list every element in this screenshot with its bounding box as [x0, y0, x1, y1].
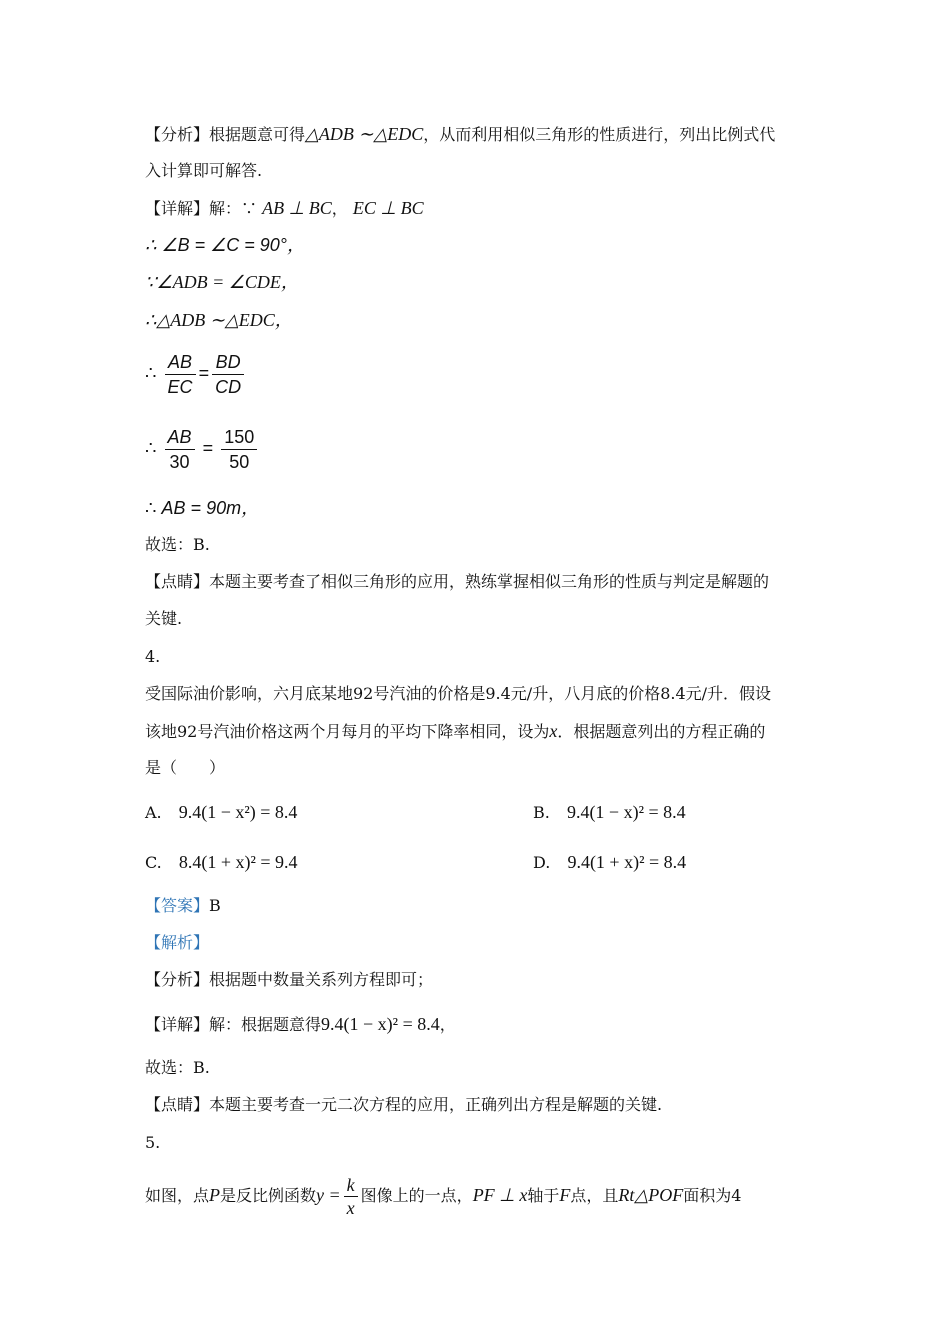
- option-a-expr: 9.4(1 − x²) = 8.4: [178, 802, 298, 822]
- result-line: ∴ AB = 90m，: [145, 498, 260, 518]
- explain-label: 【解析】: [145, 933, 210, 952]
- option-a[interactable]: A. 9.4(1 − x²) = 8.4: [145, 802, 298, 822]
- comment-line-2: 关键.: [145, 609, 183, 628]
- q4-detail-expr: 9.4(1 − x)² = 8.4: [321, 1014, 440, 1034]
- q5-stem-line-1: 如图，点P是反比例函数y = $\frac{k}{x}$ 图像上的一点，PF ⊥ x轴于F点，且Rt△POF面积为4: [145, 1175, 742, 1218]
- fraction-ab-30: $\frac{AB}{30}$: [165, 425, 195, 474]
- q4-detail-line: 【详解】解：根据题意得9.4(1 − x)² = 8.4，: [145, 1014, 456, 1034]
- step-angle-vertical: ∵∠ADB = ∠CDE，: [145, 272, 299, 292]
- analysis-line: 【分析】根据题意可得△ADB ∼△EDC，从而利用相似三角形的性质进行，列出比例式代: [145, 124, 776, 144]
- fraction-150-50: $\frac{150}{50}$: [221, 425, 257, 474]
- fraction-k-over-x: $\frac{k}{x}$: [344, 1174, 358, 1219]
- choose-line: 故选：B.: [145, 535, 210, 554]
- q4-choose-line: 故选：B.: [145, 1058, 210, 1077]
- q4-stem-line-1: 受国际油价影响，六月底某地92号汽油的价格是9.4元/升，八月底的价格8.4元/升．假设: [145, 684, 772, 703]
- q4-comment-line: 【点睛】本题主要考查一元二次方程的应用，正确列出方程是解题的关键.: [145, 1095, 663, 1114]
- option-c-expr: 8.4(1 + x)² = 9.4: [178, 852, 298, 872]
- step-angles-equal: ∴ ∠B = ∠C = 90°，: [145, 235, 305, 255]
- proportion-line: ∴ $\frac{AB}{EC}$ = $\frac{BD}{CD}$: [145, 350, 247, 399]
- proportion-numeric-line: ∴ $\frac{AB}{30}$ = $\frac{150}{50}$: [145, 425, 260, 474]
- option-d[interactable]: D. 9.4(1 + x)² = 8.4: [533, 852, 687, 872]
- fraction-bd-cd: $\frac{BD}{CD}$: [212, 350, 244, 399]
- similar-expression: △ADB ∼△EDC: [305, 124, 424, 144]
- question-number-4: 4.: [145, 647, 161, 666]
- detail-line: 【详解】解：∵ AB ⊥ BC， EC ⊥ BC: [145, 198, 424, 218]
- fraction-ab-ec: $\frac{AB}{EC}$: [165, 350, 196, 399]
- question-number-5: 5.: [145, 1133, 161, 1152]
- q4-stem-line-3: 是（ ）: [145, 758, 226, 777]
- option-b-expr: 9.4(1 − x)² = 8.4: [566, 802, 686, 822]
- step-similar: ∴△ADB ∼△EDC，: [145, 310, 293, 330]
- answer-line: 【答案】B: [145, 896, 221, 915]
- comment-line: 【点睛】本题主要考查了相似三角形的应用，熟练掌握相似三角形的性质与判定是解题的: [145, 572, 770, 591]
- analysis-line-2: 入计算即可解答.: [145, 161, 263, 180]
- option-d-expr: 9.4(1 + x)² = 8.4: [567, 852, 687, 872]
- option-c[interactable]: C. 8.4(1 + x)² = 9.4: [145, 852, 298, 872]
- q4-stem-line-2: 该地92号汽油价格这两个月每月的平均下降率相同，设为x．根据题意列出的方程正确的: [145, 721, 766, 741]
- option-b[interactable]: B. 9.4(1 − x)² = 8.4: [533, 802, 686, 822]
- q4-analysis-line: 【分析】根据题中数量关系列方程即可；: [145, 970, 434, 989]
